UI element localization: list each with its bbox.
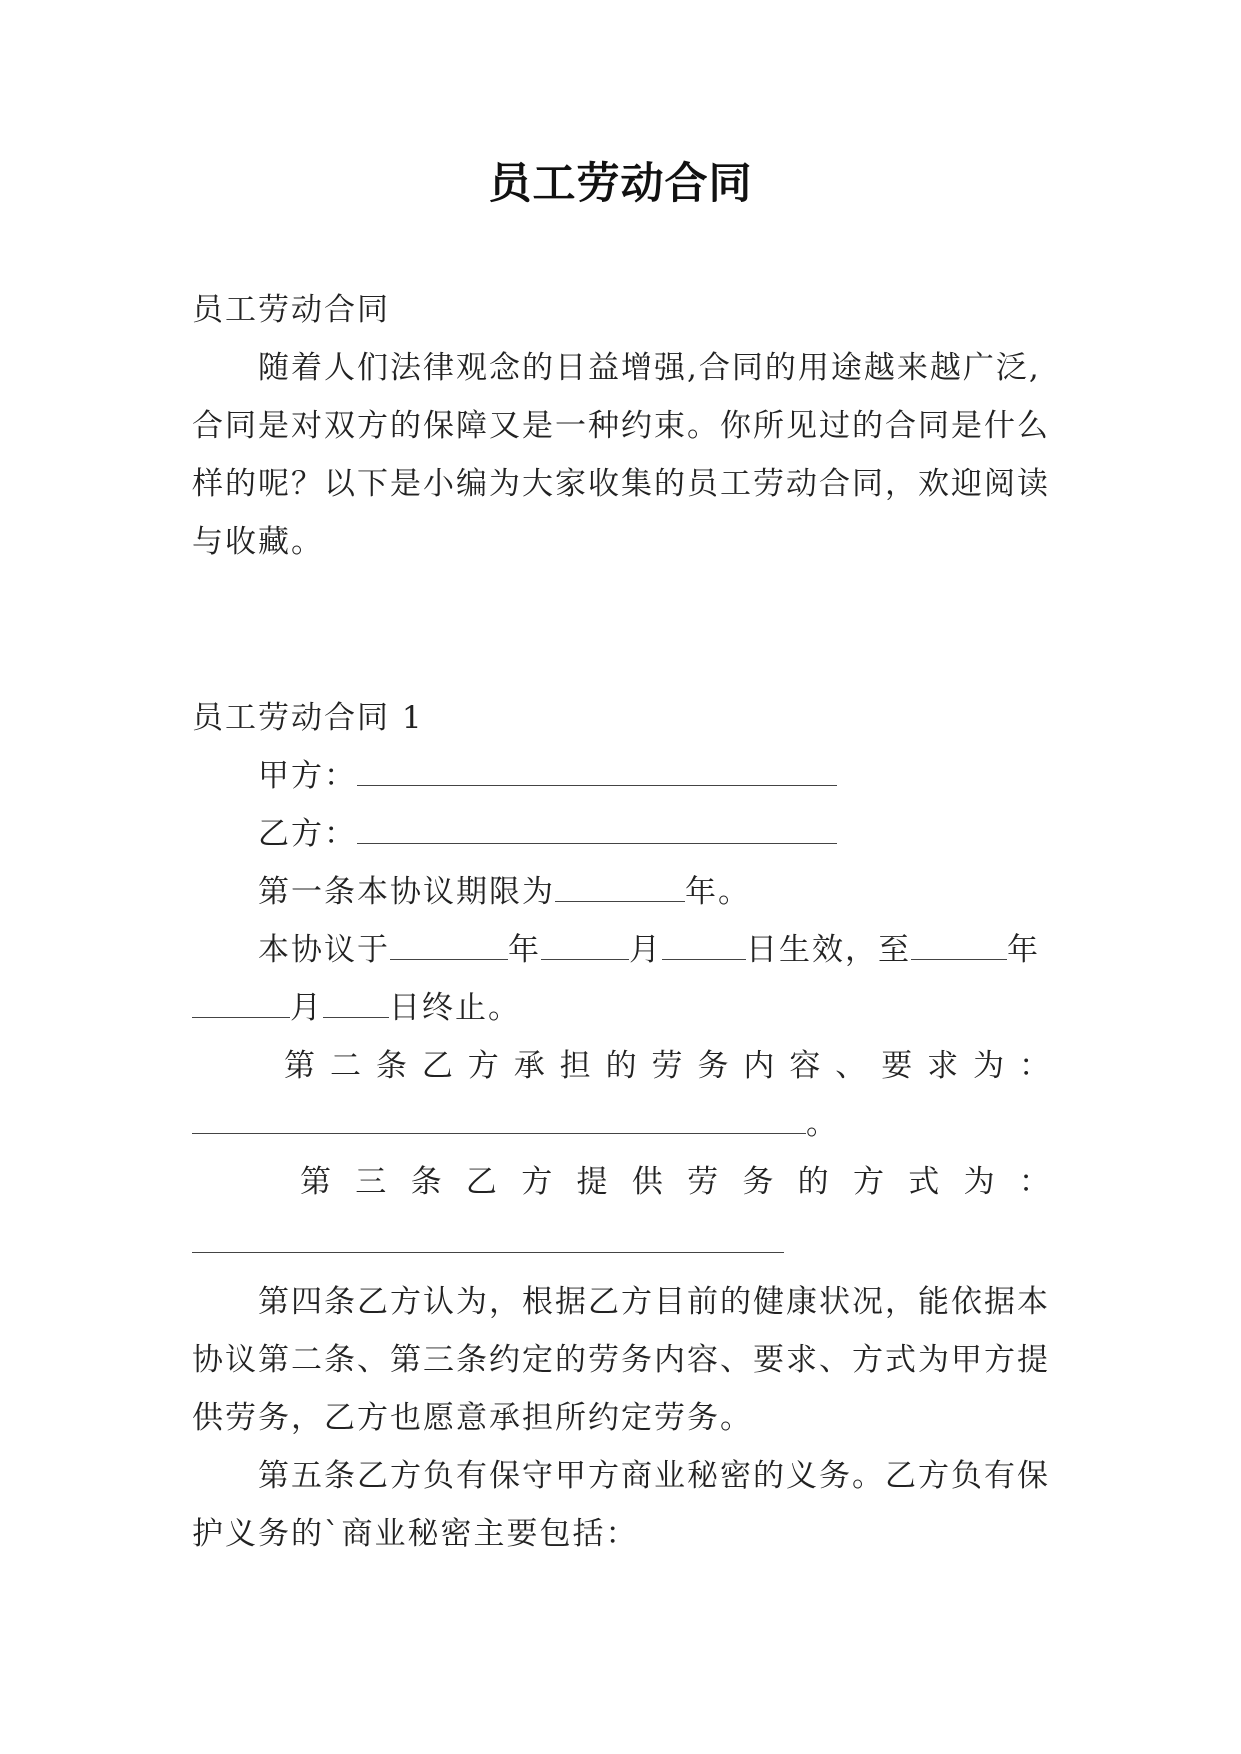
article-2-char: 为 (973, 1048, 1005, 1084)
party-b-label: 乙方： (258, 816, 357, 852)
intro-paragraph-line: 合同是对双方的保障又是一种约束。你所见过的合同是什么 (192, 408, 1050, 444)
article-2-char: 劳 (651, 1048, 683, 1084)
year-label: 年 (1007, 932, 1040, 968)
article-2-char: 乙 (421, 1048, 453, 1084)
article-2-char: 的 (605, 1048, 637, 1084)
termination-text: 日终止。 (389, 990, 521, 1026)
article-3-char: 劳 (687, 1164, 719, 1200)
effective-text: 本协议于 (258, 932, 390, 968)
end-year-blank[interactable] (911, 931, 1007, 960)
effective-to-text: 日生效，至 (746, 932, 911, 968)
article-2-char: 内 (743, 1048, 775, 1084)
party-b-line (258, 814, 837, 854)
party-b-blank[interactable] (357, 815, 837, 844)
article-2-char: 承 (513, 1048, 545, 1084)
intro-paragraph-line: 与收藏。 (192, 524, 324, 560)
article-3-char: 务 (742, 1164, 774, 1200)
article-2-char: 担 (559, 1048, 591, 1084)
article-3-char: 为 (963, 1164, 995, 1200)
party-a-label: 甲方： (258, 758, 357, 794)
document-title: 员工劳动合同 (488, 159, 753, 209)
article-2-end: 。 (806, 1106, 839, 1142)
article-1-line (258, 872, 751, 912)
month-label: 月 (290, 990, 323, 1026)
article-2-char: 容 (789, 1048, 821, 1084)
article-5-line: 第五条乙方负有保守甲方商业秘密的义务。乙方负有保 (258, 1458, 1050, 1494)
intro-paragraph-line: 样的呢？以下是小编为大家收集的员工劳动合同，欢迎阅读 (192, 466, 1050, 502)
article-3-char: 式 (908, 1164, 940, 1200)
article-3-char: 方 (852, 1164, 884, 1200)
article-2-char: 务 (697, 1048, 729, 1084)
article-3-char: 条 (410, 1164, 442, 1200)
article-3-blank[interactable] (192, 1252, 784, 1253)
article-3-char: 的 (797, 1164, 829, 1200)
start-year-blank[interactable] (390, 931, 508, 960)
article-3-char: 供 (631, 1164, 663, 1200)
year-label: 年 (508, 932, 541, 968)
article-2-char: 要 (881, 1048, 913, 1084)
section-heading: 员工劳动合同 (192, 292, 390, 328)
party-a-blank[interactable] (357, 757, 837, 786)
contract-heading: 员工劳动合同 1 (192, 700, 424, 736)
article-3-char: 方 (521, 1164, 553, 1200)
term-years-blank[interactable] (555, 873, 685, 902)
article-4-line: 第四条乙方认为，根据乙方目前的健康状况，能依据本 (258, 1284, 1050, 1320)
intro-paragraph-line: 随着人们法律观念的日益增强,合同的用途越来越广泛, (258, 350, 1041, 386)
article-1-suffix: 年。 (685, 874, 751, 910)
article-3-char: 第 (300, 1164, 331, 1200)
article-2-char: 方 (467, 1048, 499, 1084)
article-2-char: 第 (284, 1048, 315, 1084)
party-a-line (258, 756, 837, 796)
article-2-char: 二 (329, 1048, 361, 1084)
start-day-blank[interactable] (662, 931, 746, 960)
end-day-blank[interactable] (323, 989, 389, 1018)
termination-date-line (192, 988, 521, 1028)
article-3-char: ： (1018, 1164, 1050, 1200)
article-3-char: 三 (355, 1164, 387, 1200)
article-2-blank-line (192, 1104, 839, 1144)
article-3-char: 提 (576, 1164, 608, 1200)
article-2-char: 条 (375, 1048, 407, 1084)
article-5-line: 护义务的`商业秘密主要包括： (192, 1516, 639, 1552)
article-3-char: 乙 (465, 1164, 497, 1200)
duties-blank[interactable] (192, 1105, 806, 1134)
article-1-text: 第一条本协议期限为 (258, 874, 555, 910)
end-month-blank[interactable] (192, 989, 290, 1018)
start-month-blank[interactable] (541, 931, 629, 960)
month-label: 月 (629, 932, 662, 968)
article-2-line (284, 1046, 1050, 1086)
article-2-char: ： (1019, 1048, 1050, 1084)
effective-date-line (258, 930, 1040, 970)
article-4-line: 供劳务，乙方也愿意承担所约定劳务。 (192, 1400, 753, 1436)
article-4-line: 协议第二条、第三条约定的劳务内容、要求、方式为甲方提 (192, 1342, 1050, 1378)
article-2-char: 求 (927, 1048, 959, 1084)
article-2-char: 、 (835, 1048, 867, 1084)
article-3-line (300, 1162, 1050, 1202)
